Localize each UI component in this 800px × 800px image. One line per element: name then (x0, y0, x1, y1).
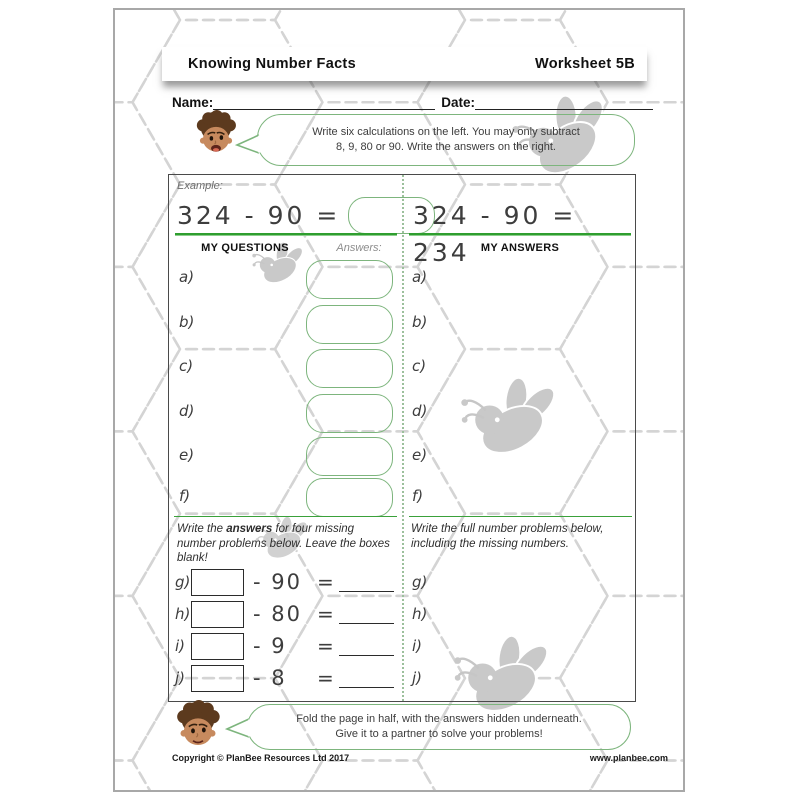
right-problem-letter-g: g) (412, 573, 428, 591)
left-instruction-bold: answers (226, 523, 273, 535)
example-answer-text: 324 - 90 = 234 (413, 201, 577, 267)
equals-sign-i: = (317, 634, 334, 658)
separator-line (174, 516, 397, 517)
missing-problem-row-j (175, 663, 401, 693)
missing-number-box-j[interactable] (191, 665, 244, 692)
left-instruction-post: for four missing number problems below. Leave the boxes blank! (177, 523, 390, 565)
top-speech-line1: Write six calculations on the left. You may only subtract (312, 125, 580, 138)
worksheet-main-box (168, 174, 636, 702)
top-speech-line2: 8, 9, 80 or 90. Write the answers on the right. (336, 141, 556, 153)
answer-letter-b: b) (412, 313, 428, 331)
problem-letter-h: h) (175, 605, 191, 623)
my-answers-heading: MY ANSWERS (480, 242, 560, 254)
copyright-text: Copyright © PlanBee Resources Ltd 2017 (172, 753, 350, 763)
speech-bubble-tail (235, 132, 261, 158)
right-problem-letter-i: i) (412, 637, 423, 655)
bottom-speech-line1: Fold the page in half, with the answers hidden underneath. (296, 712, 582, 725)
right-problem-letter-j: j) (412, 669, 423, 687)
operation-i: - 9 (253, 634, 287, 658)
website-text: www.planbee.com (589, 753, 668, 763)
answer-blank-g[interactable] (339, 572, 394, 592)
answer-letter-d: d) (412, 402, 428, 420)
answer-box-c[interactable] (306, 349, 393, 388)
name-label: Name: (172, 95, 214, 110)
missing-problem-row-g (175, 567, 401, 597)
answer-box-b[interactable] (306, 305, 393, 344)
date-input-line[interactable] (475, 95, 653, 110)
left-instruction-pre: Write the (177, 523, 227, 535)
answer-letter-a: a) (412, 268, 428, 286)
separator-line (409, 516, 632, 517)
answers-column-label: Answers: (336, 242, 382, 254)
equals-sign-g: = (317, 570, 334, 594)
name-date-row (172, 92, 668, 110)
question-letter-d: d) (179, 402, 195, 420)
answer-blank-j[interactable] (339, 668, 394, 688)
operation-j: - 8 (253, 666, 287, 690)
answer-blank-i[interactable] (339, 636, 394, 656)
child-face-icon (173, 700, 223, 753)
left-instruction (177, 522, 395, 566)
problem-letter-i: i) (175, 637, 186, 655)
separator-line (409, 233, 631, 236)
missing-number-box-h[interactable] (191, 601, 244, 628)
child-face-icon (193, 110, 239, 159)
answer-letter-e: e) (412, 446, 428, 464)
operation-h: - 80 (253, 602, 302, 626)
missing-problem-row-i (175, 631, 401, 661)
bottom-speech-bubble (247, 704, 631, 750)
example-question (177, 197, 435, 234)
equals-sign-h: = (317, 602, 334, 626)
answer-box-d[interactable] (306, 394, 393, 433)
answer-letter-c: c) (412, 357, 427, 375)
right-problem-letter-h: h) (412, 605, 428, 623)
question-letter-f: f) (179, 487, 191, 505)
name-input-line[interactable] (213, 95, 435, 110)
missing-problem-row-h (175, 599, 401, 629)
problem-letter-g: g) (175, 573, 191, 591)
example-question-text: 324 - 90 = (177, 201, 341, 230)
top-speech-bubble (257, 114, 635, 166)
example-label: Example: (177, 180, 223, 192)
answer-box-e[interactable] (306, 437, 393, 476)
footer (172, 753, 668, 763)
equals-sign-j: = (317, 666, 334, 690)
answer-box-f[interactable] (306, 478, 393, 517)
page-title: Knowing Number Facts (188, 56, 356, 72)
missing-number-box-i[interactable] (191, 633, 244, 660)
speech-bubble-tail (225, 716, 251, 742)
answer-box-a[interactable] (306, 260, 393, 299)
problem-letter-j: j) (175, 669, 186, 687)
my-questions-heading: MY QUESTIONS (201, 242, 289, 254)
date-label: Date: (441, 95, 476, 110)
right-instruction: Write the full number problems below, including the missing numbers. (411, 523, 604, 550)
question-letter-c: c) (179, 357, 194, 375)
bottom-speech-line2: Give it to a partner to solve your problems! (335, 728, 543, 740)
worksheet-number: Worksheet 5B (534, 56, 635, 72)
question-letter-e: e) (179, 446, 195, 464)
question-letter-a: a) (179, 268, 195, 286)
question-letter-b: b) (179, 313, 195, 331)
answer-blank-h[interactable] (339, 604, 394, 624)
separator-line (175, 233, 397, 236)
worksheet-page (113, 8, 685, 792)
missing-number-box-g[interactable] (191, 569, 244, 596)
header-banner (162, 47, 647, 81)
answer-letter-f: f) (412, 487, 424, 505)
operation-g: - 90 (253, 570, 302, 594)
